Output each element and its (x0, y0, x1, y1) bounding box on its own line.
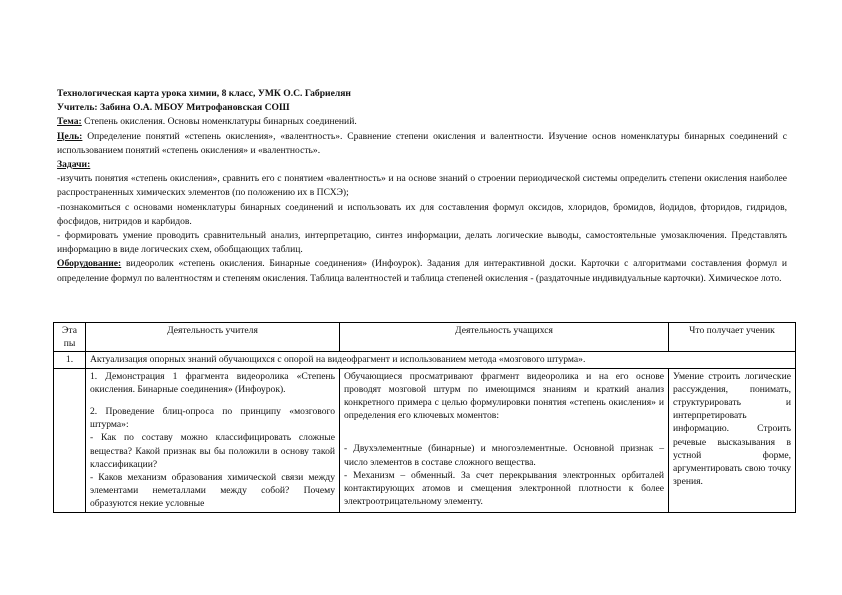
table-row (54, 368, 796, 512)
goal-text: Определение понятий «степень окисления», «валентность». Сравнение степени окисления и валентности. Изучение основ номенклатуры бинарных соединений с использованием понятий «степень окисления» и «валентность». (57, 130, 787, 156)
stage-title-row (54, 352, 796, 368)
lesson-title: Технологическая карта урока химии, 8 класс, УМК О.С. Габриелян (57, 88, 351, 99)
result-cell: Умение строить логические рассуждения, понимать, структурировать и интерпретировать информацию. Строить речевые высказывания в устной форме, аргументировать свою точку зрения. (669, 368, 796, 512)
student-activity-item: Обучающиеся просматривают фрагмент видеоролика и на его основе проводят мозговой штурм по имеющимся знаниям и краткий анализ конкретного примера с целью формулировки понятия «степень окисления» и определения его ключевых моментов: (344, 370, 664, 422)
student-activity-cell (340, 368, 669, 512)
teacher-line (57, 101, 787, 115)
topic-line (57, 115, 787, 129)
lesson-header (57, 87, 787, 286)
col-header-teacher: Деятельность учителя (86, 323, 340, 352)
stage-title: Актуализация опорных знаний обучающихся с опорой на видеофрагмент и использованием метода «мозгового штурма». (86, 352, 796, 368)
stage-number: 1. (54, 352, 86, 368)
goal-label: Цель: (57, 130, 83, 142)
student-activity-item: - Механизм – обменный. За счет перекрывания электронных орбиталей контактирующих атомов и смещения электронной плотности к более электроотрицательному элементу. (344, 469, 664, 508)
lesson-plan-table (53, 322, 796, 513)
teacher-activity-cell (86, 368, 340, 512)
task-item: - формировать умение проводить сравнительный анализ, интерпретацию, синтез информации, делать логические выводы, самостоятельные умозаключения. Представлять информацию в виде логических схем, обобщающих таблиц. (57, 230, 787, 256)
col-header-stage: Эта пы (54, 323, 86, 352)
col-header-students: Деятельность учащихся (340, 323, 669, 352)
col-header-result: Что получает ученик (669, 323, 796, 352)
teacher-name: Забина О.А. МБОУ Митрофановская СОШ (100, 102, 290, 114)
teacher-activity-item: 2. Проведение блиц-опроса по принципу «мозгового штурма»: (90, 406, 335, 431)
teacher-activity-item: 1. Демонстрация 1 фрагмента видеоролика «Степень окисления. Бинарные соединения» (Инфоурок). (90, 370, 335, 395)
topic-text: Степень окисления. Основы номенклатуры бинарных соединений. (84, 116, 357, 128)
task-item: -изучить понятия «степень окисления», сравнить его с понятием «валентность» и на основе знаний о строении периодической системы определить степени окисления наиболее распространенных химических элементов (по положению их в ПСХЭ); (57, 173, 787, 199)
topic-label: Тема: (57, 116, 82, 128)
equipment-line (57, 257, 787, 285)
equipment-text: видеоролик «степень окисления. Бинарные соединения» (Инфоурок). Задания для интерактивной доски. Карточки с алгоритмами составления формул и определение формул по валентностям и степеням окисления. Таблица валентностей и таблица степеней окисления - (раздаточные индивидуальные карточки). Химическое лото. (57, 258, 787, 284)
tasks-label: Задачи: (57, 159, 91, 171)
teacher-activity-item: - Как по составу можно классифицировать сложные вещества? Какой признак вы бы положили в основу такой классификации? (90, 432, 335, 470)
table-header-row (54, 323, 796, 352)
task-item: -познакомиться с основами номенклатуры бинарных соединений и использовать их для составления формул оксидов, хлоридов, бромидов, йодидов, фторидов, гидридов, фосфидов, нитридов и карбидов. (57, 201, 787, 227)
student-activity-item: - Двухэлементные (бинарные) и многоэлементные. Основной признак – число элементов в составе сложного вещества. (344, 443, 664, 468)
goal-line (57, 130, 787, 158)
teacher-activity-item: - Каков механизм образования химической связи между элементами неметаллами между собой? Почему образуются некие условные (90, 472, 335, 510)
stage-cell (54, 368, 86, 512)
teacher-label: Учитель: (57, 102, 98, 114)
equipment-label: Оборудование: (57, 258, 122, 270)
